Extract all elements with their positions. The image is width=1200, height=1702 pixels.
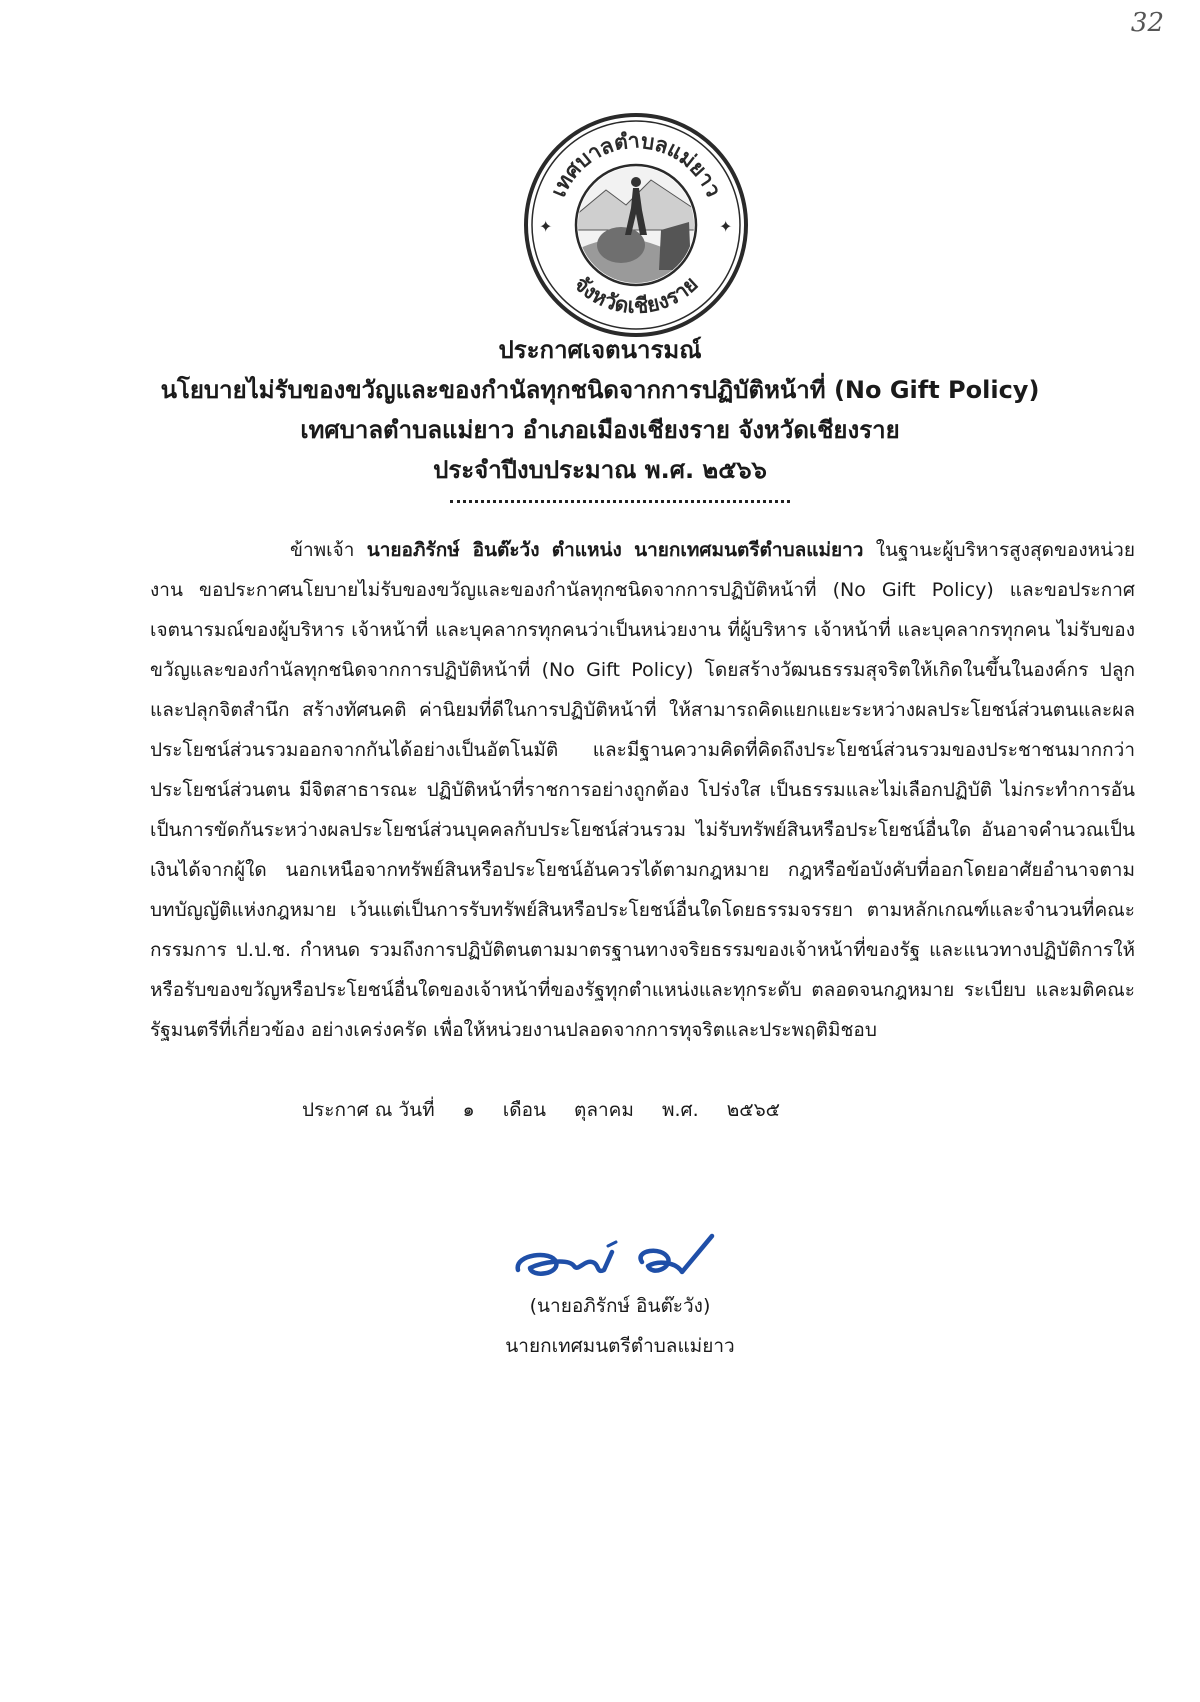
date-year: ๒๕๖๕ (726, 1099, 781, 1121)
handwritten-signature (512, 1232, 732, 1292)
seal-top-text: เทศบาลตำบลแม่ยาว (546, 128, 726, 201)
date-day: ๑ (462, 1099, 475, 1121)
title-line-2: นโยบายไม่รับของขวัญและของกำนัลทุกชนิดจากการปฏิบัติหน้าที่ (No Gift Policy) (160, 376, 1040, 404)
date-label: ประกาศ ณ วันที่ (302, 1099, 435, 1121)
signature-block (450, 1286, 790, 1366)
announcement-body (150, 530, 1135, 1050)
svg-text:✦: ✦ (539, 217, 553, 236)
date-month: ตุลาคม (574, 1099, 634, 1121)
announcement-date (302, 1095, 802, 1125)
dotted-divider (450, 500, 790, 503)
body-intro: ข้าพเจ้า (290, 539, 355, 561)
body-paragraph (150, 530, 1135, 1050)
body-text: ในฐานะผู้บริหารสูงสุดของหน่วยงาน ขอประกาศนโยบายไม่รับของขวัญและของกำนัลทุกชนิดจากการปฏิบัติหน้าที่ (No Gift Policy) และขอประกาศเจตนารมณ์ของผู้บริหาร เจ้าหน้าที่ และบุคลากรทุกคนว่าเป็นหน่วยงาน ที่ผู้บริหาร เจ้าหน้าที่ และบุคลากรทุกคน ไม่รับของขวัญและของกำนัลทุกชนิดจากการปฏิบัติหน้าที่ (No Gift Policy) โดยสร้างวัฒนธรรมสุจริตให้เกิดในขึ้นในองค์กร ปลูกและปลุกจิตสำนึก สร้างทัศนคติ ค่านิยมที่ดีในการปฏิบัติหน้าที่ ให้สามารถคิดแยกแยะระหว่างผลประโยชน์ส่วนตนและผลประโยชน์ส่วนรวมออกจากกันได้อย่างเป็นอัตโนมัติ และมีฐานความคิดที่คิดถึงประโยชน์ส่วนรวมของประชาชนมากกว่าประโยชน์ส่วนตน มีจิตสาธารณะ ปฏิบัติหน้าที่ราชการอย่างถูกต้อง โปร่งใส เป็นธรรมและไม่เลือกปฏิบัติ ไม่กระทำการอันเป็นการขัดกันระหว่างผลประโยชน์ส่วนบุคคลกับประโยชน์ส่วนรวม ไม่รับทรัพย์สินหรือประโยชน์อื่นใด อันอาจคำนวณเป็นเงินได้จากผู้ใด นอกเหนือจากทรัพย์สินหรือประโยชน์อันควรได้ตามกฎหมาย กฎหรือข้อบังคับที่ออกโดยอาศัยอำนาจตามบทบัญญัติแห่งกฎหมาย เว้นแต่เป็นการรับทรัพย์สินหรือประโยชน์อื่นใดโดยธรรมจรรยา ตามหลักเกณฑ์และจำนวนที่คณะกรรมการ ป.ป.ช. กำหนด รวมถึงการปฏิบัติตนตามมาตรฐานทางจริยธรรมของเจ้าหน้าที่ของรัฐ และแนวทางปฏิบัติการให้หรือรับของขวัญหรือประโยชน์อื่นใดของเจ้าหน้าที่ของรัฐทุกตำแหน่งและทุกระดับ ตลอดจนกฎหมาย ระเบียบ และมติคณะรัฐมนตรีที่เกี่ยวข้อง อย่างเคร่งครัด เพื่อให้หน่วยงานปลอดจากการทุจริตและประพฤติมิชอบ (150, 539, 1135, 1041)
date-year-label: พ.ศ. (661, 1099, 699, 1121)
signer-position: นายกเทศมนตรีตำบลแม่ยาว (505, 1335, 735, 1357)
signer-name: (นายอภิรักษ์ อินต๊ะวัง) (529, 1295, 711, 1317)
signer-name-inline: นายอภิรักษ์ อินต๊ะวัง (366, 539, 540, 561)
title-line-1: ประกาศเจตนารมณ์ (498, 336, 702, 364)
page-number: 32 (1130, 8, 1164, 38)
position-label: ตำแหน่ง (551, 539, 622, 561)
title-line-4: ประจำปีงบประมาณ พ.ศ. ๒๕๖๖ (433, 456, 767, 484)
seal-bottom-text: จังหวัดเชียงราย (569, 271, 703, 319)
announcement-title (150, 330, 1050, 490)
date-month-label: เดือน (502, 1099, 546, 1121)
signer-position-inline: นายกเทศมนตรีตำบลแม่ยาว (634, 539, 864, 561)
title-line-3: เทศบาลตำบลแม่ยาว อำเภอเมืองเชียงราย จังหวัดเชียงราย (300, 416, 900, 444)
svg-text:✦: ✦ (719, 217, 733, 236)
municipal-seal-logo (521, 110, 751, 340)
